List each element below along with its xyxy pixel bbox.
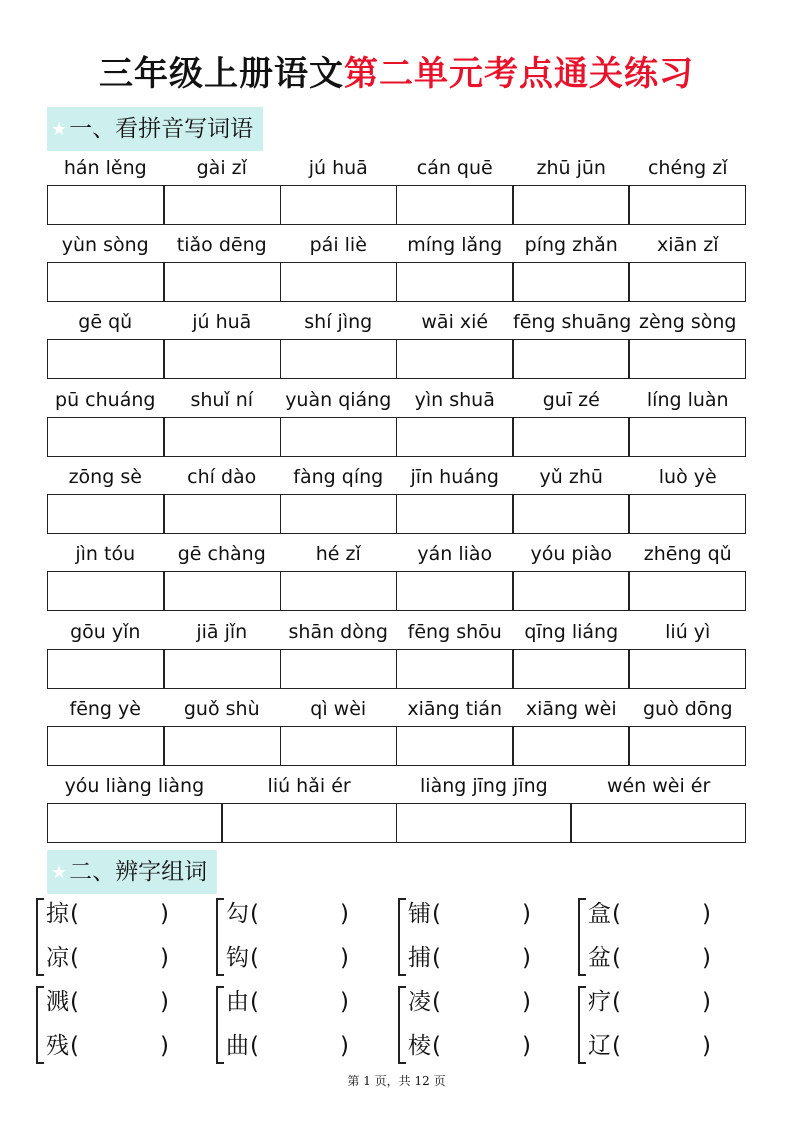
char-line[interactable]	[588, 982, 738, 1022]
char-line[interactable]	[46, 938, 196, 978]
close-paren: )	[522, 989, 531, 1015]
answer-box[interactable]	[47, 417, 165, 457]
pinyin-label: cán quē	[416, 157, 493, 179]
answer-box[interactable]	[396, 803, 572, 843]
answer-box[interactable]	[396, 571, 514, 611]
answer-box[interactable]	[628, 339, 746, 379]
open-paren: (	[432, 989, 441, 1015]
pinyin-label: tiǎo dēng	[176, 234, 267, 256]
character: 曲	[226, 1033, 249, 1059]
answer-box[interactable]	[396, 417, 514, 457]
answer-box[interactable]	[396, 339, 514, 379]
character: 勾	[226, 901, 249, 927]
section-title: 一、看拼音写词语	[69, 116, 254, 142]
pinyin-label: jìn tóu	[75, 543, 136, 565]
char-line[interactable]	[46, 894, 196, 934]
section-title: 二、辨字组词	[69, 859, 208, 885]
answer-box[interactable]	[47, 571, 165, 611]
pinyin-label: shí jìng	[304, 311, 373, 333]
answer-box[interactable]	[512, 417, 630, 457]
pinyin-label: míng lǎng	[407, 234, 503, 256]
title-black: 三年级上册语文	[99, 54, 344, 94]
pinyin-row	[47, 153, 746, 185]
answer-box[interactable]	[47, 185, 165, 225]
character: 掠	[46, 901, 69, 927]
close-paren: )	[702, 1033, 711, 1059]
pinyin-label: jiā jǐn	[196, 621, 248, 643]
pinyin-label: yǔ zhū	[539, 466, 603, 488]
character: 凉	[46, 945, 69, 971]
answer-box[interactable]	[280, 417, 398, 457]
open-paren: (	[432, 1033, 441, 1059]
pinyin-label: yóu piào	[530, 543, 613, 565]
open-paren: (	[250, 901, 259, 927]
pinyin-label: zhū jūn	[536, 157, 606, 179]
answer-box[interactable]	[280, 262, 398, 302]
character: 铺	[408, 901, 431, 927]
pinyin-label: fēng shōu	[407, 621, 502, 643]
bracket-icon	[398, 986, 406, 1064]
pinyin-label: fēng shuāng	[513, 311, 632, 333]
char-pair	[216, 894, 376, 982]
answer-box[interactable]	[628, 571, 746, 611]
pinyin-label: liú hǎi ér	[267, 775, 351, 797]
char-line[interactable]	[226, 938, 376, 978]
char-line[interactable]	[408, 894, 558, 934]
pinyin-row	[47, 230, 746, 262]
char-line[interactable]	[408, 1026, 558, 1066]
pinyin-label: hé zǐ	[315, 543, 361, 565]
bracket-icon	[36, 898, 44, 976]
pinyin-label: liàng jīng jīng	[420, 775, 548, 797]
pinyin-label: chí dào	[187, 466, 257, 488]
bracket-icon	[36, 986, 44, 1064]
answer-box[interactable]	[628, 649, 746, 689]
pinyin-label: pái liè	[309, 234, 367, 256]
pinyin-label: zèng sòng	[639, 311, 737, 333]
open-paren: (	[612, 945, 621, 971]
pinyin-label: yùn sòng	[61, 234, 149, 256]
close-paren: )	[160, 989, 169, 1015]
char-line[interactable]	[226, 894, 376, 934]
char-pair	[578, 982, 738, 1070]
open-paren: (	[612, 1033, 621, 1059]
pinyin-label: gōu yǐn	[70, 621, 141, 643]
answer-box[interactable]	[163, 649, 281, 689]
page-footer: 第 1 页，共 12 页	[347, 1074, 446, 1088]
pinyin-label: fàng qíng	[293, 466, 384, 488]
pinyin-label: shuǐ ní	[190, 389, 254, 411]
answer-box[interactable]	[163, 417, 281, 457]
char-line[interactable]	[588, 894, 738, 934]
open-paren: (	[70, 1033, 79, 1059]
answer-box[interactable]	[512, 339, 630, 379]
char-line[interactable]	[408, 938, 558, 978]
star-icon: ★	[51, 119, 68, 140]
answer-box[interactable]	[628, 494, 746, 534]
close-paren: )	[702, 945, 711, 971]
pinyin-label: shān dòng	[288, 621, 388, 643]
pinyin-label: yóu liàng liàng	[64, 775, 205, 797]
answer-box[interactable]	[396, 494, 514, 534]
character: 棱	[408, 1033, 431, 1059]
answer-box[interactable]	[280, 185, 398, 225]
character: 钩	[226, 945, 249, 971]
pinyin-label: chéng zǐ	[647, 157, 728, 179]
pinyin-row	[47, 539, 746, 571]
pinyin-label: luò yè	[658, 466, 717, 488]
answer-box[interactable]	[47, 494, 165, 534]
pinyin-label: jú huā	[192, 311, 252, 333]
close-paren: )	[522, 945, 531, 971]
pinyin-label: hán lěng	[63, 157, 147, 179]
pinyin-label: zhēng qǔ	[643, 543, 732, 565]
title-red: 第二单元考点通关练习	[344, 54, 694, 94]
character: 凌	[408, 989, 431, 1015]
pinyin-label: fēng yè	[69, 698, 141, 720]
close-paren: )	[340, 901, 349, 927]
star-icon: ★	[51, 862, 68, 883]
char-pair	[216, 982, 376, 1070]
pinyin-label: jīn huáng	[410, 466, 499, 488]
pinyin-label: yán liào	[417, 543, 493, 565]
char-pair	[36, 894, 196, 982]
char-line[interactable]	[588, 1026, 738, 1066]
answer-box[interactable]	[47, 339, 165, 379]
answer-box[interactable]	[163, 494, 281, 534]
pinyin-label: guò dōng	[642, 698, 733, 720]
close-paren: )	[340, 989, 349, 1015]
answer-box[interactable]	[221, 803, 397, 843]
bracket-icon	[216, 986, 224, 1064]
pinyin-label: pū chuáng	[55, 389, 156, 411]
answer-box[interactable]	[280, 494, 398, 534]
answer-box[interactable]	[512, 571, 630, 611]
char-pair	[36, 982, 196, 1070]
char-line[interactable]	[588, 938, 738, 978]
bracket-icon	[578, 986, 586, 1064]
pinyin-label: píng zhǎn	[524, 234, 618, 256]
character: 由	[226, 989, 249, 1015]
answer-box[interactable]	[512, 726, 630, 766]
char-line[interactable]	[226, 982, 376, 1022]
close-paren: )	[160, 1033, 169, 1059]
close-paren: )	[160, 901, 169, 927]
pinyin-label: yìn shuā	[414, 389, 495, 411]
char-line[interactable]	[408, 982, 558, 1022]
answer-box[interactable]	[163, 185, 281, 225]
pinyin-label: wāi xié	[421, 311, 489, 333]
pinyin-label: líng luàn	[646, 389, 729, 411]
answer-box[interactable]	[512, 262, 630, 302]
pinyin-label: qì wèi	[310, 698, 367, 720]
pinyin-label: qīng liáng	[524, 621, 619, 643]
section-header-pinyin	[47, 107, 263, 151]
answer-box[interactable]	[163, 262, 281, 302]
answer-box[interactable]	[396, 185, 514, 225]
answer-box[interactable]	[512, 649, 630, 689]
pinyin-row	[47, 694, 746, 726]
pinyin-label: xiāng tián	[407, 698, 503, 720]
char-line[interactable]	[46, 1026, 196, 1066]
pinyin-label: yuàn qiáng	[285, 389, 392, 411]
bracket-icon	[578, 898, 586, 976]
answer-box[interactable]	[512, 494, 630, 534]
character: 盆	[588, 945, 611, 971]
open-paren: (	[250, 989, 259, 1015]
open-paren: (	[70, 901, 79, 927]
pinyin-label: gē qǔ	[78, 311, 133, 333]
char-pair	[398, 894, 558, 982]
close-paren: )	[160, 945, 169, 971]
section-header-chars	[47, 850, 217, 894]
character: 残	[46, 1033, 69, 1059]
char-line[interactable]	[46, 982, 196, 1022]
answer-box[interactable]	[396, 649, 514, 689]
open-paren: (	[612, 901, 621, 927]
close-paren: )	[702, 901, 711, 927]
character: 捕	[408, 945, 431, 971]
char-line[interactable]	[226, 1026, 376, 1066]
pinyin-label: gài zǐ	[196, 157, 247, 179]
open-paren: (	[70, 945, 79, 971]
answer-box[interactable]	[47, 803, 223, 843]
pinyin-label: xiān zǐ	[657, 234, 719, 256]
pinyin-label: guǒ shù	[183, 698, 260, 720]
answer-box[interactable]	[628, 726, 746, 766]
page-title	[0, 46, 793, 95]
pinyin-label: wén wèi ér	[606, 775, 711, 797]
pinyin-label: gē chàng	[177, 543, 266, 565]
character: 疗	[588, 989, 611, 1015]
open-paren: (	[612, 989, 621, 1015]
pinyin-label: guī zé	[542, 389, 600, 411]
open-paren: (	[432, 945, 441, 971]
answer-box[interactable]	[47, 262, 165, 302]
pinyin-row	[47, 385, 746, 417]
close-paren: )	[522, 901, 531, 927]
close-paren: )	[340, 1033, 349, 1059]
pinyin-row	[47, 617, 746, 649]
answer-box[interactable]	[628, 417, 746, 457]
answer-box[interactable]	[47, 726, 165, 766]
answer-box[interactable]	[163, 339, 281, 379]
bracket-icon	[398, 898, 406, 976]
answer-box[interactable]	[280, 649, 398, 689]
pinyin-label: zōng sè	[68, 466, 142, 488]
char-pair	[578, 894, 738, 982]
answer-box[interactable]	[628, 262, 746, 302]
pinyin-row	[47, 771, 746, 803]
char-pair	[398, 982, 558, 1070]
answer-box[interactable]	[280, 726, 398, 766]
close-paren: )	[340, 945, 349, 971]
open-paren: (	[70, 989, 79, 1015]
bracket-icon	[216, 898, 224, 976]
pinyin-row	[47, 462, 746, 494]
answer-box[interactable]	[280, 571, 398, 611]
answer-box[interactable]	[396, 726, 514, 766]
answer-box[interactable]	[280, 339, 398, 379]
pinyin-label: jú huā	[308, 157, 368, 179]
answer-box[interactable]	[570, 803, 746, 843]
answer-box[interactable]	[396, 262, 514, 302]
answer-box[interactable]	[163, 726, 281, 766]
answer-box[interactable]	[628, 185, 746, 225]
open-paren: (	[432, 901, 441, 927]
character: 溅	[46, 989, 69, 1015]
pinyin-label: liú yì	[665, 621, 711, 643]
open-paren: (	[250, 1033, 259, 1059]
close-paren: )	[522, 1033, 531, 1059]
answer-box[interactable]	[163, 571, 281, 611]
answer-box[interactable]	[47, 649, 165, 689]
character: 盒	[588, 901, 611, 927]
open-paren: (	[250, 945, 259, 971]
pinyin-label: xiāng wèi	[525, 698, 617, 720]
close-paren: )	[702, 989, 711, 1015]
pinyin-row	[47, 307, 746, 339]
character: 辽	[588, 1033, 611, 1059]
answer-box[interactable]	[512, 185, 630, 225]
